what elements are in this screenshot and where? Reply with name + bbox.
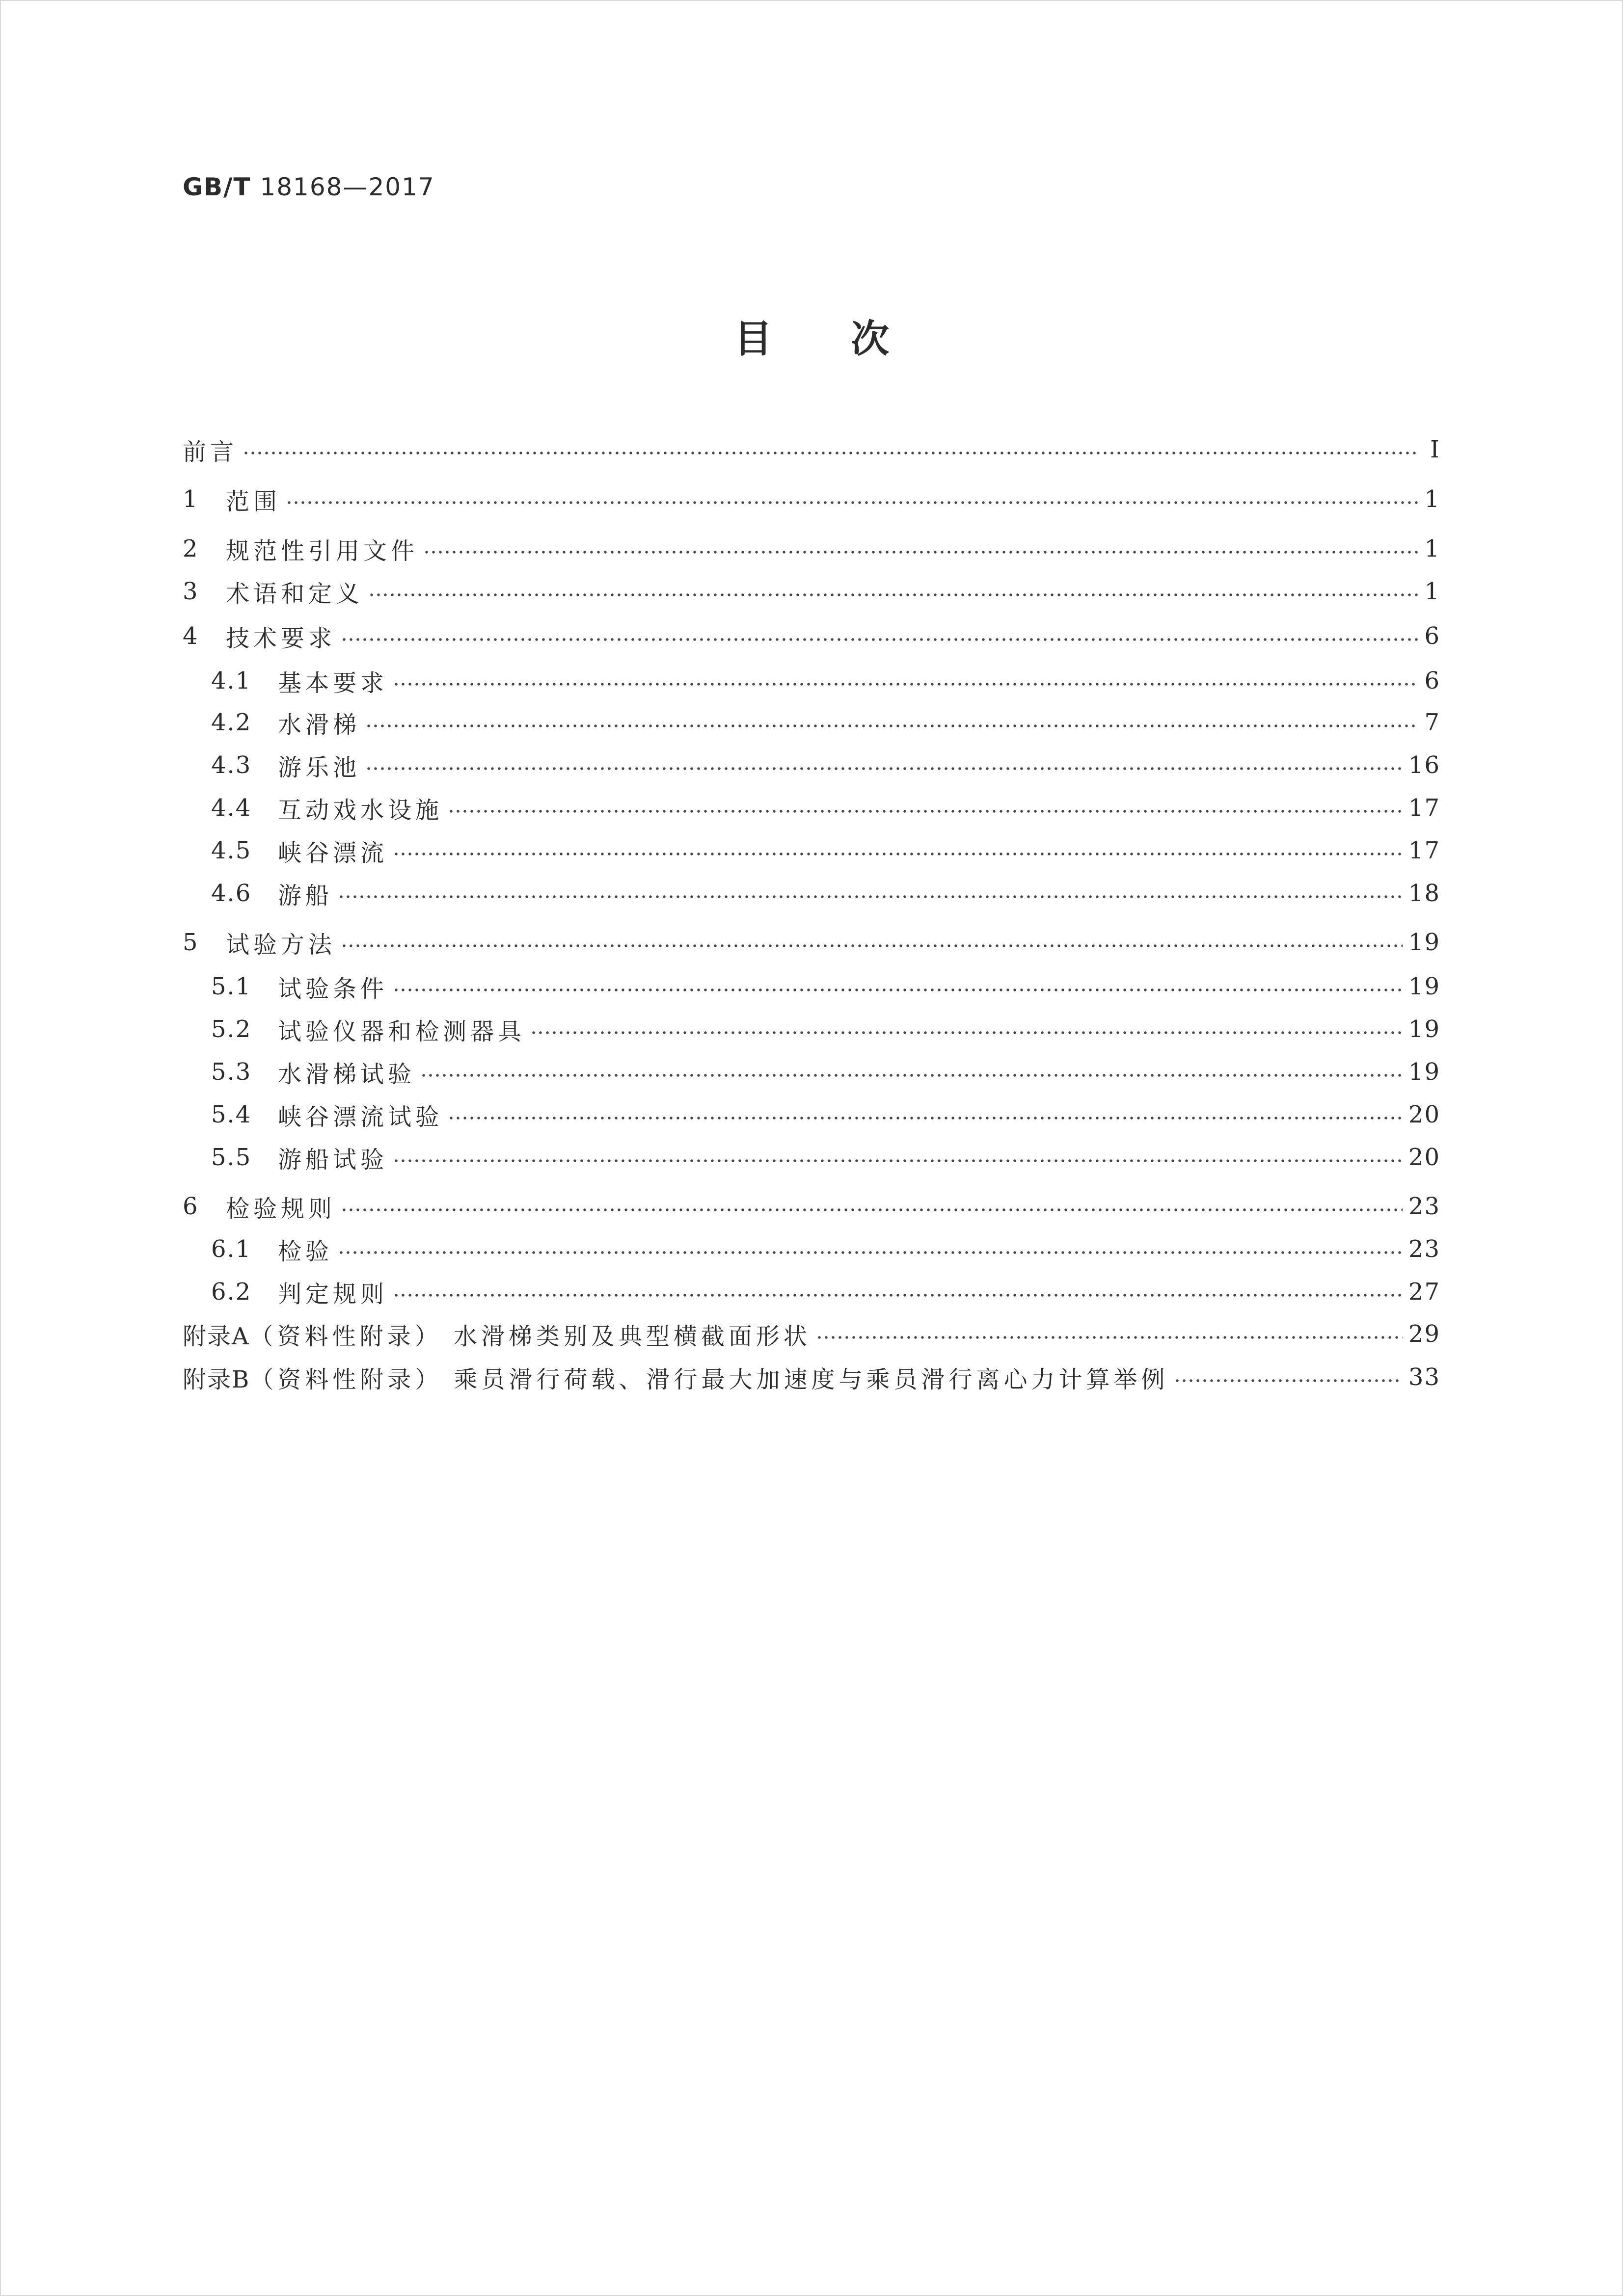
toc-entry[interactable] bbox=[183, 574, 1440, 609]
toc-entry[interactable] bbox=[183, 1317, 1440, 1351]
toc-entry-label: 检验 bbox=[278, 1237, 333, 1265]
toc-entry-label: 规范性引用文件 bbox=[226, 537, 419, 565]
toc-dot-leader bbox=[423, 550, 1418, 554]
toc-entry[interactable] bbox=[211, 664, 1440, 698]
toc-entry-page: 19 bbox=[1408, 1015, 1440, 1043]
toc-entry-page: 6 bbox=[1424, 667, 1440, 694]
toc-entry-number: 5.1 bbox=[211, 973, 252, 1000]
toc-entry-page: 1 bbox=[1424, 578, 1440, 605]
toc-entry-page: 23 bbox=[1408, 1193, 1440, 1220]
toc-entry-label: 峡谷漂流 bbox=[278, 839, 388, 867]
toc-dot-leader bbox=[816, 1335, 1403, 1339]
toc-entry-page: 6 bbox=[1424, 622, 1440, 650]
toc-entry-number: 5.2 bbox=[211, 1015, 252, 1043]
toc-entry-label: 游船 bbox=[278, 881, 333, 909]
toc-entry[interactable] bbox=[211, 833, 1440, 868]
toc-entry-number: 6 bbox=[183, 1193, 199, 1220]
toc-dot-leader bbox=[448, 809, 1403, 813]
standard-number: 18168—2017 bbox=[260, 173, 435, 201]
toc-entry-label: 检验规则 bbox=[226, 1195, 336, 1223]
toc-entry-page: 19 bbox=[1408, 1058, 1440, 1086]
toc-entry-number: 1 bbox=[183, 485, 199, 513]
toc-entry[interactable] bbox=[183, 619, 1440, 653]
toc-entry-label: 水滑梯 bbox=[278, 711, 361, 739]
toc-entry-page: 1 bbox=[1424, 535, 1440, 562]
toc-entry-page: 1 bbox=[1424, 485, 1440, 513]
toc-dot-leader bbox=[393, 682, 1418, 686]
toc-entry-number: 2 bbox=[183, 535, 199, 562]
toc-entry[interactable] bbox=[211, 1097, 1440, 1132]
toc-dot-leader bbox=[365, 767, 1403, 771]
toc-dot-leader bbox=[1174, 1379, 1403, 1383]
toc-entry-number: 5 bbox=[183, 929, 199, 956]
toc-dot-leader bbox=[243, 451, 1420, 455]
toc-dot-leader bbox=[393, 1293, 1403, 1297]
toc-entry-page: 19 bbox=[1408, 973, 1440, 1000]
toc-entry-number: 4.4 bbox=[211, 794, 252, 822]
toc-entry-label: 基本要求 bbox=[278, 669, 388, 697]
toc-dot-leader bbox=[393, 852, 1403, 856]
toc-entry-number: 6.1 bbox=[211, 1235, 252, 1263]
toc-entry-number: 4.6 bbox=[211, 880, 252, 907]
toc-entry-number: 5.4 bbox=[211, 1101, 252, 1128]
toc-dot-leader bbox=[341, 1208, 1403, 1212]
toc-entry-label: 技术要求 bbox=[226, 624, 336, 652]
toc-entry-page: 19 bbox=[1408, 929, 1440, 956]
toc-entry[interactable] bbox=[183, 1360, 1440, 1394]
toc-entry[interactable] bbox=[183, 1189, 1440, 1224]
toc-entry-page: 20 bbox=[1408, 1101, 1440, 1128]
toc-dot-leader bbox=[368, 593, 1418, 597]
toc-entry[interactable] bbox=[211, 1232, 1440, 1266]
toc-entry[interactable] bbox=[183, 482, 1440, 516]
toc-entry-number: 5.3 bbox=[211, 1058, 252, 1086]
toc-entry-page: 27 bbox=[1408, 1278, 1440, 1306]
toc-entry-label: （资料性附录） 乘员滑行荷载、滑行最大加速度与乘员滑行离心力计算举例 bbox=[250, 1365, 1169, 1393]
toc-entry[interactable] bbox=[211, 705, 1440, 740]
toc-dot-leader bbox=[365, 724, 1418, 728]
toc-entry-label: 判定规则 bbox=[278, 1280, 388, 1308]
toc-entry-number: 3 bbox=[183, 578, 199, 605]
toc-entry-page: 23 bbox=[1408, 1235, 1440, 1263]
toc-entry-page: 17 bbox=[1408, 837, 1440, 864]
toc-entry[interactable] bbox=[211, 969, 1440, 1004]
toc-entry-label: 术语和定义 bbox=[226, 580, 364, 608]
toc-dot-leader bbox=[338, 1251, 1403, 1255]
toc-entry-number: 4.5 bbox=[211, 837, 252, 864]
toc-entry-number: 6.2 bbox=[211, 1278, 252, 1306]
toc-entry-label: 峡谷漂流试验 bbox=[278, 1103, 443, 1131]
toc-dot-leader bbox=[341, 944, 1403, 948]
toc-entry-page: 20 bbox=[1408, 1144, 1440, 1171]
toc-entry-label: 游乐池 bbox=[278, 753, 361, 781]
toc-entry-label: 范围 bbox=[226, 487, 281, 515]
toc-dot-leader bbox=[341, 638, 1418, 641]
toc-entry-label: 试验方法 bbox=[226, 931, 336, 959]
toc-entry-number: 4.1 bbox=[211, 667, 252, 694]
toc-entry-number: 附录A bbox=[183, 1322, 250, 1350]
toc-dot-leader bbox=[338, 895, 1403, 899]
toc-entry[interactable] bbox=[211, 791, 1440, 825]
toc-entry-label: 水滑梯试验 bbox=[278, 1060, 416, 1088]
toc-entry-page: 18 bbox=[1408, 880, 1440, 907]
toc-entry-label: 试验条件 bbox=[278, 975, 388, 1003]
toc-dot-leader bbox=[420, 1073, 1403, 1077]
toc-entry[interactable] bbox=[211, 876, 1440, 910]
toc-entry-label: 互动戏水设施 bbox=[278, 796, 443, 824]
toc-entry[interactable] bbox=[211, 1012, 1440, 1046]
toc-dot-leader bbox=[393, 1159, 1403, 1163]
standard-code bbox=[183, 173, 435, 201]
toc-entry-number: 4.2 bbox=[211, 709, 252, 736]
toc-entry[interactable] bbox=[211, 1140, 1440, 1175]
toc-dot-leader bbox=[530, 1031, 1403, 1035]
toc-dot-leader bbox=[286, 501, 1418, 505]
toc-entry[interactable] bbox=[211, 748, 1440, 782]
toc-entry-page: 16 bbox=[1408, 751, 1440, 779]
toc-entry[interactable] bbox=[211, 1055, 1440, 1089]
toc-entry-page: 33 bbox=[1408, 1363, 1440, 1391]
toc-entry-page: 17 bbox=[1408, 794, 1440, 822]
toc-entry[interactable] bbox=[183, 432, 1440, 467]
toc-entry[interactable] bbox=[183, 532, 1440, 566]
toc-entry-number: 5.5 bbox=[211, 1144, 252, 1171]
toc-entry-page: 29 bbox=[1408, 1320, 1440, 1348]
toc-entry-page: 7 bbox=[1424, 709, 1440, 736]
toc-dot-leader bbox=[448, 1116, 1403, 1120]
toc-entry-label: 试验仪器和检测器具 bbox=[278, 1017, 526, 1045]
toc-entry-number: 4 bbox=[183, 622, 199, 650]
toc-entry-number: 附录B bbox=[183, 1365, 250, 1393]
toc-dot-leader bbox=[393, 988, 1403, 992]
toc-entry[interactable] bbox=[183, 925, 1440, 960]
toc-entry-label: 游船试验 bbox=[278, 1146, 388, 1174]
toc-entry-number: 4.3 bbox=[211, 751, 252, 779]
toc-entry-label: （资料性附录） 水滑梯类别及典型横截面形状 bbox=[249, 1322, 811, 1350]
toc-title: 目次 bbox=[733, 317, 968, 361]
toc-entry[interactable] bbox=[211, 1275, 1440, 1309]
toc-entry-label: 前言 bbox=[183, 438, 238, 466]
toc-entry-page: Ⅰ bbox=[1430, 436, 1440, 463]
standard-prefix: GB/T bbox=[183, 173, 251, 201]
